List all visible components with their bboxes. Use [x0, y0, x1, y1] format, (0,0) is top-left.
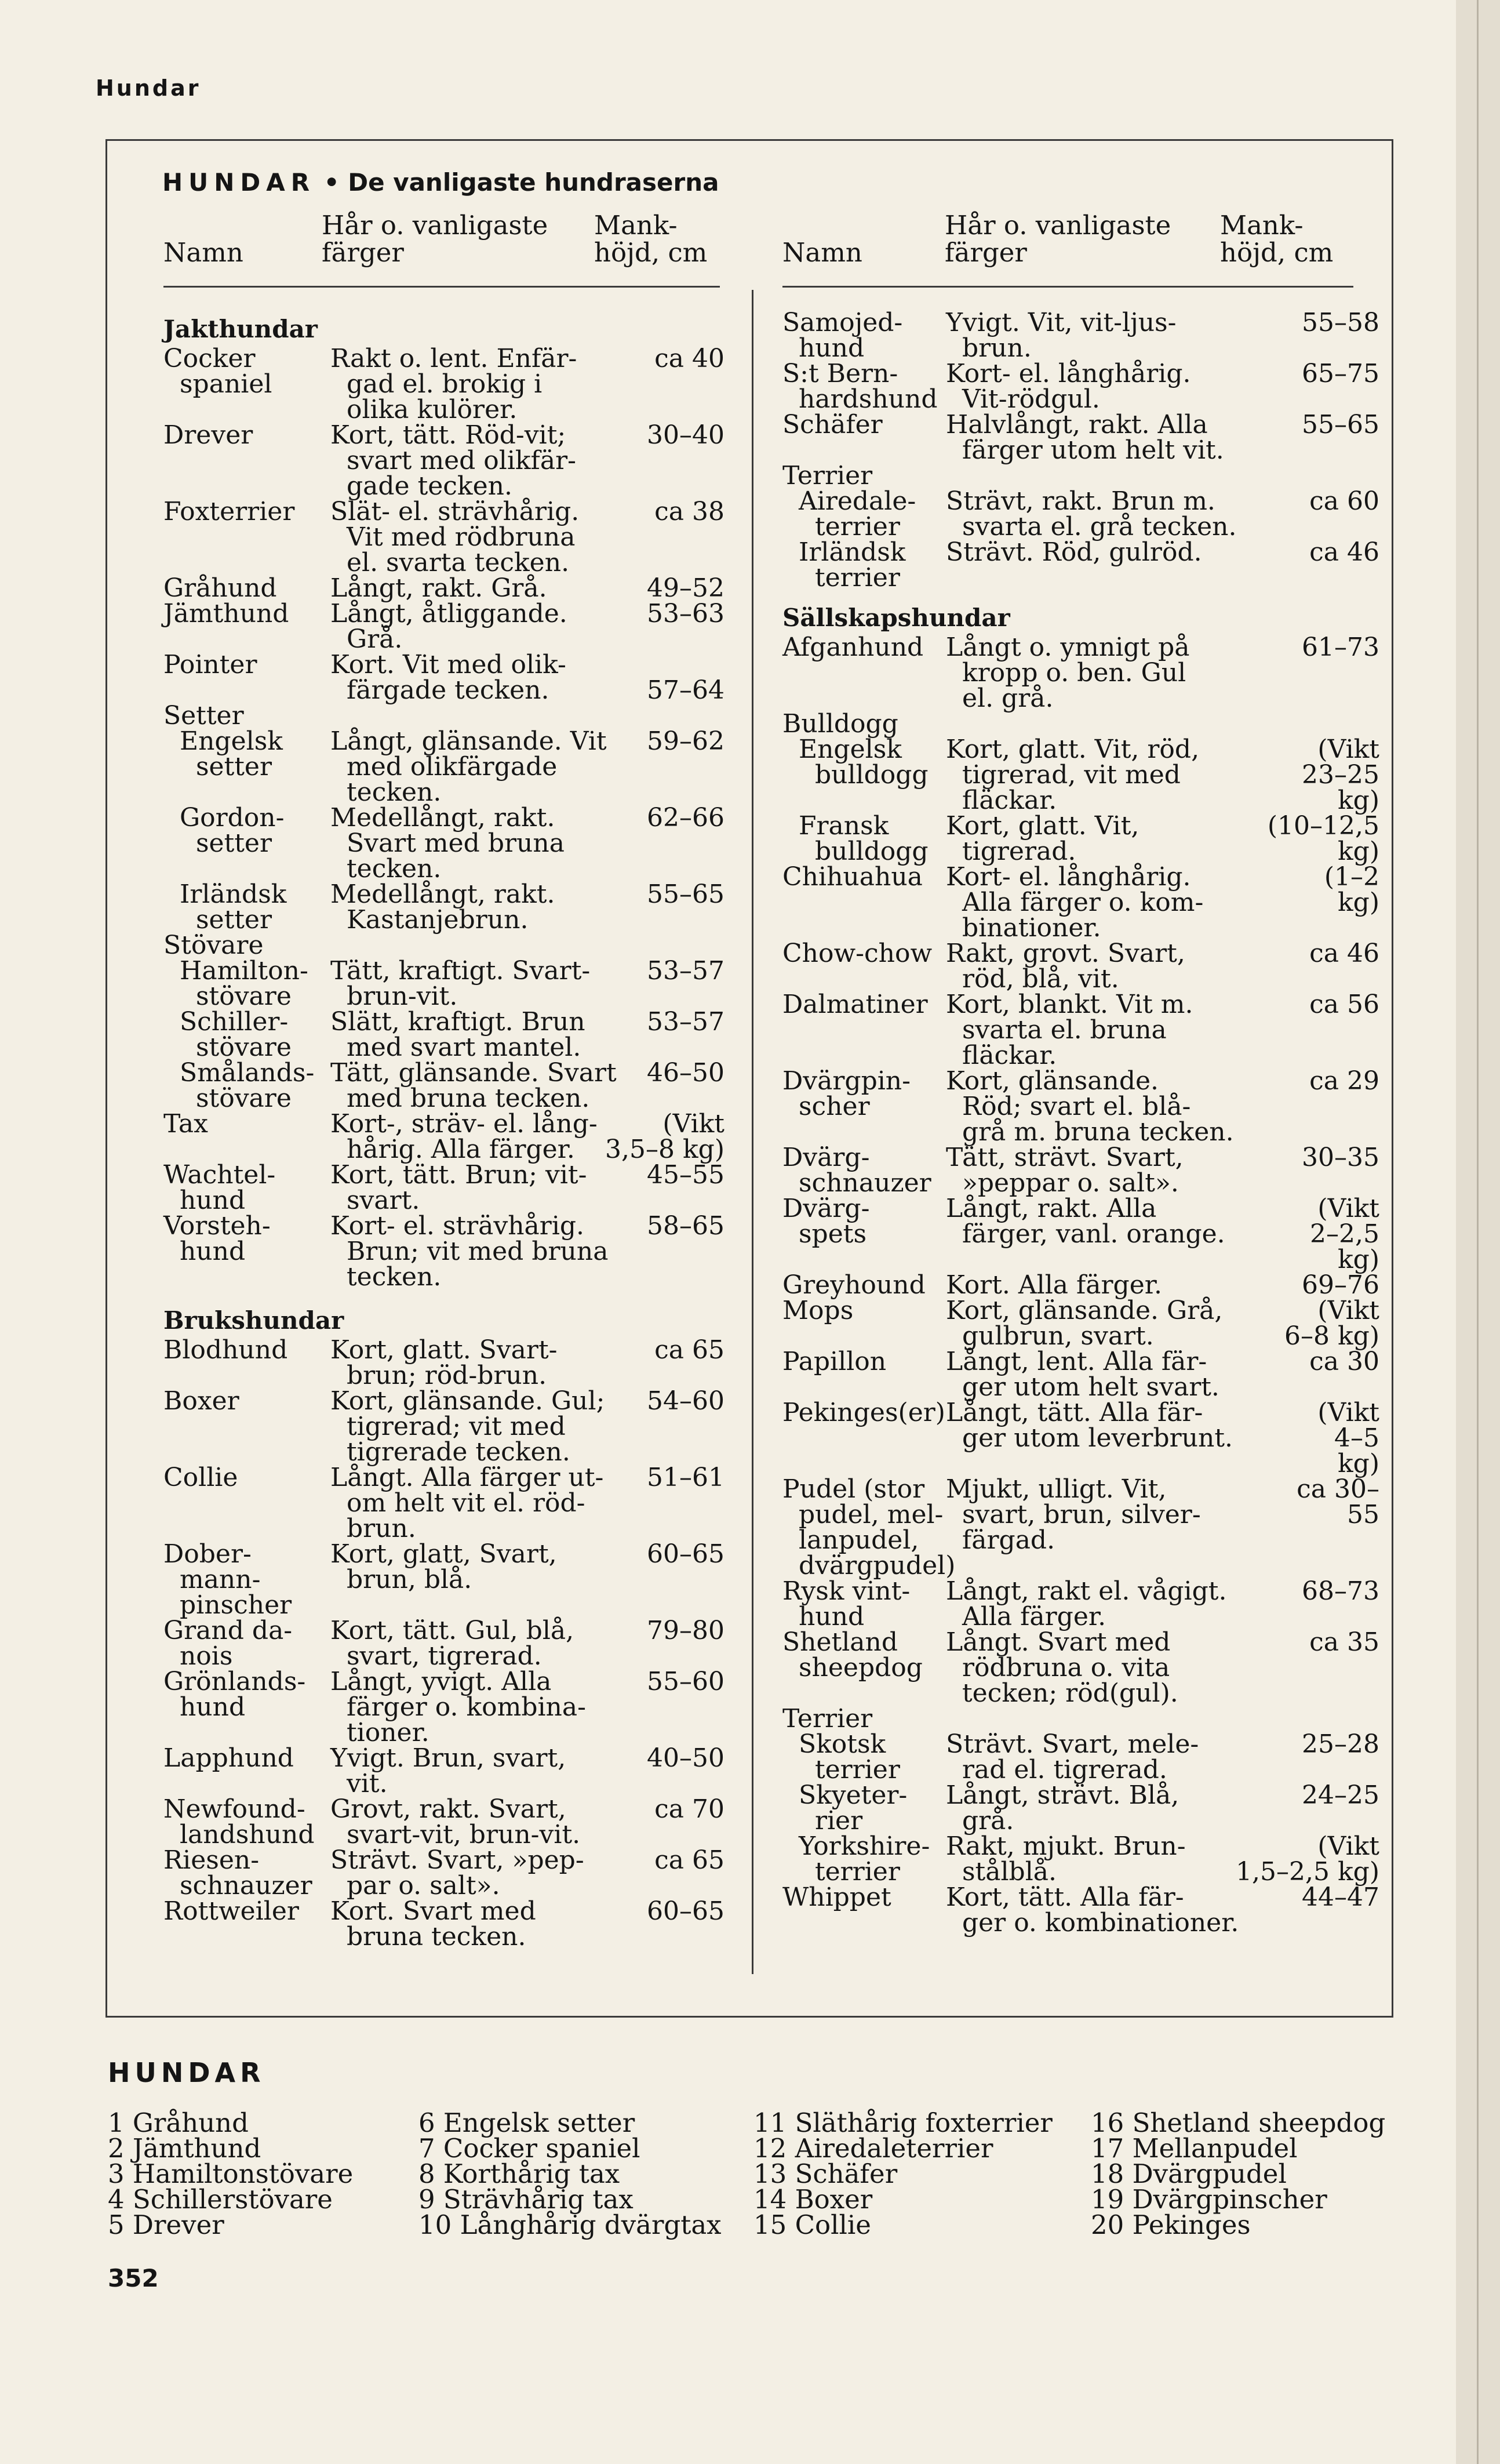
breed-name: Bulldogg [782, 709, 898, 739]
legend-item: 9 Strävhårig tax [418, 2184, 634, 2215]
breed-height: 59–62 [647, 726, 724, 756]
legend-item: 5 Drever [108, 2209, 224, 2240]
breed-name: Pudel (stor pudel, mel- lanpudel, dvärgpudel) [782, 1474, 956, 1580]
breed-coat-colors: Strävt. Svart, »pep- par o. salt». [330, 1845, 584, 1900]
breed-coat-colors: Mjukt, ulligt. Vit, svart, brun, silver- färgad. [946, 1474, 1201, 1555]
column-header-colors: Hår o. vanligaste färger [322, 210, 548, 268]
page-number: 352 [108, 2264, 159, 2292]
column-header-height: Mank- höjd, cm [594, 210, 708, 268]
legend-item: 11 Släthårig foxterrier [753, 2107, 1053, 2138]
breed-name: Gordon- setter [179, 803, 285, 858]
section-heading: Brukshundar [163, 1306, 344, 1335]
breed-height: 79–80 [647, 1616, 724, 1645]
breed-height: 69–76 [1302, 1270, 1379, 1300]
breed-coat-colors: Kort. Vit med olik- färgade tecken. [330, 650, 566, 705]
breed-name: Stövare [163, 931, 264, 960]
breed-height: ca 29 [1309, 1066, 1379, 1096]
running-head: Hundar [96, 75, 201, 101]
breed-name: Shetland sheepdog [782, 1627, 923, 1682]
breed-name: Wachtel- hund [163, 1160, 276, 1215]
breed-coat-colors: Medellångt, rakt. Kastanjebrun. [330, 880, 555, 935]
legend-item: 19 Dvärgpinscher [1091, 2184, 1327, 2215]
breed-name: Schiller- stövare [179, 1007, 292, 1062]
breed-coat-colors: Långt, glänsande. Vit med olikfärgade tecken. [330, 726, 607, 807]
breed-coat-colors: Slätt, kraftigt. Brun med svart mantel. [330, 1007, 585, 1062]
breed-name: Airedale- terrier [798, 486, 916, 542]
breed-coat-colors: Långt, rakt. Alla färger, vanl. orange. [946, 1194, 1225, 1249]
breed-height: 53–57 [647, 956, 724, 986]
breed-coat-colors: Långt, tätt. Alla fär- ger utom leverbrunt. [946, 1398, 1233, 1453]
legend-item: 10 Långhårig dvärgtax [418, 2209, 722, 2240]
breed-coat-colors: Kort, glänsande. Röd; svart el. blå- grå m. bruna tecken. [946, 1066, 1234, 1147]
legend-item: 3 Hamiltonstövare [108, 2158, 354, 2189]
breed-coat-colors: Kort, glänsande. Gul; tigrerad; vit med tigrerade tecken. [330, 1386, 605, 1467]
breed-name: Fransk bulldogg [798, 811, 929, 866]
breed-coat-colors: Tätt, strävt. Svart, »peppar o. salt». [946, 1143, 1184, 1198]
legend-item: 12 Airedaleterrier [753, 2133, 993, 2164]
column-header-name: Namn [163, 237, 243, 268]
breed-name: Blodhund [163, 1335, 288, 1365]
breed-coat-colors: Kort, tätt. Röd-vit; svart med olikfär- gade tecken. [330, 420, 576, 501]
legend-item: 1 Gråhund [108, 2107, 249, 2138]
breed-height: 55–65 [1302, 410, 1379, 439]
breed-name: Skotsk terrier [798, 1729, 900, 1785]
breed-name: Tax [163, 1109, 208, 1139]
legend-item: 2 Jämthund [108, 2133, 261, 2164]
breed-coat-colors: Kort, glatt. Svart- brun; röd-brun. [330, 1335, 558, 1390]
breed-height: 60–65 [647, 1896, 724, 1926]
table-title [162, 168, 719, 197]
breed-height: (Vikt 23–25 kg) [1302, 735, 1379, 815]
breed-name: Afganhund [782, 633, 924, 662]
breed-height: 44–47 [1302, 1882, 1379, 1912]
breed-name: Yorkshire- terrier [798, 1831, 930, 1887]
breed-name: Schäfer [782, 410, 883, 439]
breed-name: Gråhund [163, 573, 277, 603]
breed-name: Rottweiler [163, 1896, 299, 1926]
section-heading: Jakthundar [163, 315, 318, 343]
breed-name: Chihuahua [782, 862, 923, 892]
breed-coat-colors: Kort, tätt. Brun; vit- svart. [330, 1160, 587, 1215]
breed-height: 55–60 [647, 1667, 724, 1696]
breed-height: 30–40 [647, 420, 724, 450]
breed-height: ca 56 [1309, 990, 1379, 1019]
breed-height: ca 60 [1309, 486, 1379, 516]
breed-coat-colors: Kort, glänsande. Grå, gulbrun, svart. [946, 1296, 1223, 1351]
breed-coat-colors: Kort- el. långhårig. Vit-rödgul. [946, 359, 1191, 414]
right-header-rule [782, 286, 1353, 288]
breed-coat-colors: Kort- el. långhårig. Alla färger o. kom- binationer. [946, 862, 1204, 943]
legend-item: 20 Pekinges [1091, 2209, 1251, 2240]
breed-name: Engelsk setter [179, 726, 283, 782]
breed-name: Terrier [782, 1704, 873, 1733]
breed-name: Grand da- nois [163, 1616, 293, 1671]
breed-name: Newfound- landshund [163, 1794, 315, 1849]
column-header-name: Namn [782, 237, 862, 268]
breed-name: Dalmatiner [782, 990, 928, 1019]
legend-item: 4 Schillerstövare [108, 2184, 333, 2215]
breed-height: ca 46 [1309, 537, 1379, 567]
breed-name: Irländsk setter [179, 880, 287, 935]
breed-height: ca 65 [654, 1335, 724, 1365]
legend-item: 16 Shetland sheepdog [1091, 2107, 1386, 2138]
breed-height: 53–57 [647, 1007, 724, 1037]
breed-coat-colors: Halvlångt, rakt. Alla färger utom helt vit. [946, 410, 1224, 465]
breed-coat-colors: Rakt o. lent. Enfär- gad el. brokig i olika kulörer. [330, 344, 577, 424]
legend-title: HUNDAR [108, 2057, 265, 2088]
breed-name: Chow-chow [782, 939, 933, 968]
breed-coat-colors: Kort. Svart med bruna tecken. [330, 1896, 536, 1951]
page-edge [1456, 0, 1500, 2464]
breed-height: 25–28 [1302, 1729, 1379, 1759]
breed-name: Jämthund [163, 599, 289, 628]
breed-name: Setter [163, 701, 244, 731]
breed-height: (Vikt 1,5–2,5 kg) [1236, 1831, 1379, 1887]
breed-name: Pekinges(er) [782, 1398, 945, 1427]
breed-name: Cocker spaniel [163, 344, 272, 399]
breed-height: 45–55 [647, 1160, 724, 1190]
breed-height: 60–65 [647, 1539, 724, 1569]
breed-name: Vorsteh- hund [163, 1211, 271, 1266]
breed-name: Dober- mann- pinscher [163, 1539, 292, 1620]
breed-height: ca 40 [654, 344, 724, 373]
breed-height: (Vikt 6–8 kg) [1284, 1296, 1379, 1351]
breed-height: 49–52 [647, 573, 724, 603]
breed-coat-colors: Strävt. Röd, gulröd. [946, 537, 1202, 567]
section-heading: Sällskapshundar [782, 604, 1010, 632]
breed-name: Boxer [163, 1386, 239, 1416]
breed-name: Pointer [163, 650, 257, 679]
legend-item: 14 Boxer [753, 2184, 873, 2215]
breed-height: 58–65 [647, 1211, 724, 1241]
breed-coat-colors: Kort, tätt. Alla fär- ger o. kombinationer. [946, 1882, 1239, 1938]
table-title-separator: • [323, 168, 340, 197]
breed-coat-colors: Rakt, grovt. Svart, röd, blå, vit. [946, 939, 1185, 994]
breed-name: Riesen- schnauzer [163, 1845, 312, 1900]
breed-name: Samojed- hund [782, 308, 903, 363]
breed-coat-colors: Tätt, kraftigt. Svart- brun-vit. [330, 956, 591, 1011]
breed-height: 55–58 [1302, 308, 1379, 337]
breed-height: (Vikt 3,5–8 kg) [605, 1109, 724, 1164]
breed-name: Smålands- stövare [179, 1058, 315, 1113]
legend-item: 13 Schäfer [753, 2158, 898, 2189]
breed-height: 51–61 [647, 1463, 724, 1492]
breed-coat-colors: Kort, glatt, Svart, brun, blå. [330, 1539, 557, 1594]
breed-coat-colors: Kort, blankt. Vit m. svarta el. bruna fläckar. [946, 990, 1193, 1070]
breed-height: 61–73 [1302, 633, 1379, 662]
breed-coat-colors: Strävt. Svart, mele- rad el. tigrerad. [946, 1729, 1199, 1785]
breed-coat-colors: Kort- el. strävhårig. Brun; vit med bruna tecken. [330, 1211, 609, 1292]
table-title-main: HUNDAR [162, 168, 316, 197]
breed-name: Dvärg- spets [782, 1194, 870, 1249]
breed-height: 55–65 [647, 880, 724, 909]
breed-height: 24–25 [1302, 1780, 1379, 1810]
breed-name: Drever [163, 420, 253, 450]
column-divider [752, 290, 753, 1974]
breed-name: Engelsk bulldogg [798, 735, 929, 790]
breed-name: S:t Bern- hardshund [782, 359, 938, 414]
breed-coat-colors: Långt o. ymnigt på kropp o. ben. Gul el. grå. [946, 633, 1190, 713]
legend-item: 7 Cocker spaniel [418, 2133, 640, 2164]
breed-name: Greyhound [782, 1270, 926, 1300]
breed-name: Grönlands- hund [163, 1667, 306, 1722]
breed-height: 54–60 [647, 1386, 724, 1416]
legend-item: 15 Collie [753, 2209, 871, 2240]
breed-coat-colors: Långt, åtliggande. Grå. [330, 599, 567, 654]
breed-coat-colors: Tätt, glänsande. Svart med bruna tecken. [330, 1058, 617, 1113]
breed-height: 40–50 [647, 1743, 724, 1773]
breed-height: 57–64 [647, 675, 724, 705]
breed-height: ca 35 [1309, 1627, 1379, 1657]
breed-height: ca 30– 55 [1297, 1474, 1379, 1529]
breed-name: Skyeter- rier [798, 1780, 908, 1836]
breed-name: Foxterrier [163, 497, 295, 526]
breed-coat-colors: Långt, lent. Alla fär- ger utom helt svart. [946, 1347, 1219, 1402]
breed-coat-colors: Slät- el. strävhårig. Vit med rödbruna el. svarta tecken. [330, 497, 580, 577]
breed-height: 53–63 [647, 599, 724, 628]
breed-coat-colors: Medellångt, rakt. Svart med bruna tecken. [330, 803, 565, 884]
breed-name: Papillon [782, 1347, 887, 1376]
breed-coat-colors: Kort. Alla färger. [946, 1270, 1162, 1300]
breed-height: 30–35 [1302, 1143, 1379, 1172]
breed-coat-colors: Kort-, sträv- el. lång- hårig. Alla färger. [330, 1109, 598, 1164]
breed-name: Mops [782, 1296, 854, 1325]
breed-name: Hamilton- stövare [179, 956, 308, 1011]
breed-name: Dvärgpin- scher [782, 1066, 911, 1121]
column-header-colors: Hår o. vanligaste färger [945, 210, 1171, 268]
table-title-sub: De vanligaste hundraserna [348, 168, 719, 197]
breed-name: Irländsk terrier [798, 537, 906, 593]
breed-coat-colors: Långt. Alla färger ut- om helt vit el. röd- brun. [330, 1463, 604, 1543]
breed-height: ca 65 [654, 1845, 724, 1875]
breed-coat-colors: Långt, strävt. Blå, grå. [946, 1780, 1179, 1836]
breed-height: ca 30 [1309, 1347, 1379, 1376]
breed-coat-colors: Långt, yvigt. Alla färger o. kombina- tioner. [330, 1667, 586, 1747]
breed-name: Whippet [782, 1882, 891, 1912]
left-header-rule [163, 286, 720, 288]
breed-coat-colors: Grovt, rakt. Svart, svart-vit, brun-vit. [330, 1794, 581, 1849]
breed-coat-colors: Långt, rakt el. vågigt. Alla färger. [946, 1576, 1227, 1631]
breed-coat-colors: Långt. Svart med rödbruna o. vita tecken; röd(gul). [946, 1627, 1178, 1708]
breed-height: 46–50 [647, 1058, 724, 1088]
breed-coat-colors: Långt, rakt. Grå. [330, 573, 547, 603]
legend-item: 18 Dvärgpudel [1091, 2158, 1287, 2189]
column-header-height: Mank- höjd, cm [1220, 210, 1334, 268]
breed-coat-colors: Yvigt. Vit, vit-ljus- brun. [946, 308, 1177, 363]
breed-name: Terrier [782, 461, 873, 490]
legend-item: 6 Engelsk setter [418, 2107, 635, 2138]
breed-height: ca 46 [1309, 939, 1379, 968]
breed-height: (10–12,5 kg) [1267, 811, 1379, 866]
breed-height: (1–2 kg) [1324, 862, 1379, 917]
breed-height: 68–73 [1302, 1576, 1379, 1606]
legend-item: 8 Korthårig tax [418, 2158, 620, 2189]
breed-coat-colors: Kort, glatt. Vit, tigrerad. [946, 811, 1139, 866]
breed-height: ca 70 [654, 1794, 724, 1824]
breed-height: 62–66 [647, 803, 724, 833]
breed-coat-colors: Kort, tätt. Gul, blå, svart, tigrerad. [330, 1616, 574, 1671]
breed-name: Collie [163, 1463, 238, 1492]
breed-coat-colors: Rakt, mjukt. Brun- stålblå. [946, 1831, 1186, 1887]
legend-item: 17 Mellanpudel [1091, 2133, 1298, 2164]
breed-height: 65–75 [1302, 359, 1379, 388]
breed-coat-colors: Kort, glatt. Vit, röd, tigrerad, vit med fläckar. [946, 735, 1200, 815]
breed-name: Dvärg- schnauzer [782, 1143, 931, 1198]
breed-name: Lapphund [163, 1743, 294, 1773]
breed-coat-colors: Strävt, rakt. Brun m. svarta el. grå tecken. [946, 486, 1237, 542]
breed-height: (Vikt 2–2,5 kg) [1310, 1194, 1379, 1274]
breed-coat-colors: Yvigt. Brun, svart, vit. [330, 1743, 566, 1798]
breed-name: Rysk vint- hund [782, 1576, 911, 1631]
breed-height: (Vikt 4–5 kg) [1317, 1398, 1379, 1478]
breed-height: ca 38 [654, 497, 724, 526]
